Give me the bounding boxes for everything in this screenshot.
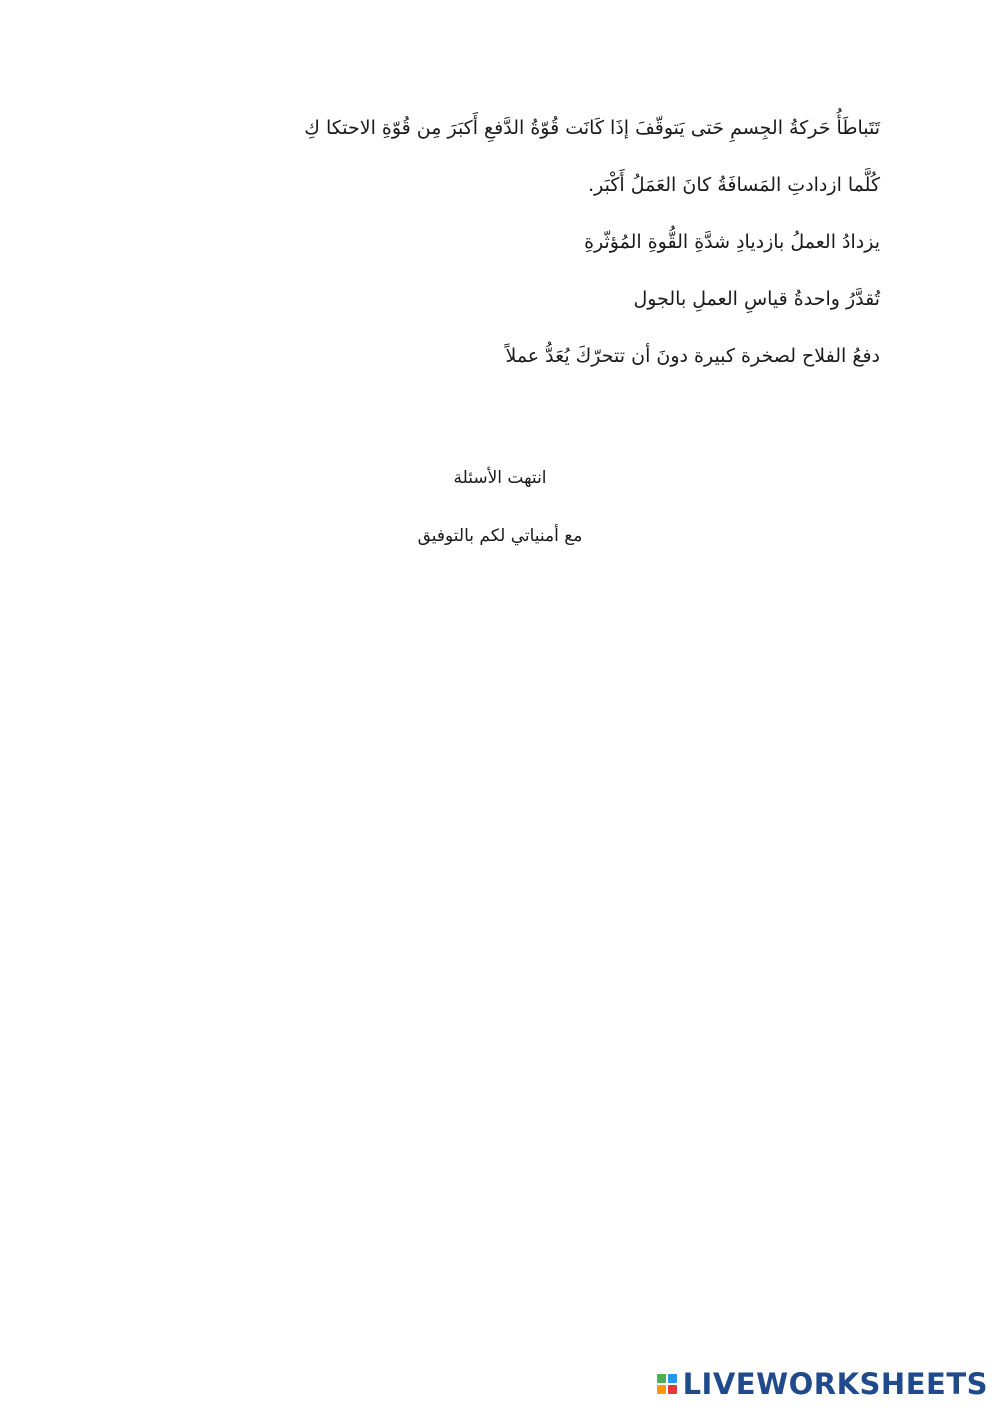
best-wishes-text: مع أمنياتي لكم بالتوفيق bbox=[417, 526, 583, 546]
statement-5: دفعُ الفلاح لصخرة كبيرة دونَ أن تتحرّكَ يُعَدُّ عملاً bbox=[505, 345, 880, 367]
liveworksheets-footer[interactable] bbox=[657, 1364, 988, 1404]
liveworksheets-logo-icon bbox=[657, 1374, 677, 1394]
statement-2: كُلَّما ازدادتِ المَسافَةُ كانَ العَمَلُ أَكْبَر. bbox=[588, 174, 880, 196]
liveworksheets-brand-text: LIVEWORKSHEETS bbox=[682, 1367, 988, 1401]
statement-4: تُقدَّرُ واحدةُ قياسِ العملِ بالجول bbox=[633, 288, 880, 310]
statements-list bbox=[260, 112, 880, 397]
statement-3: يزدادُ العملُ بازديادِ شدَّةِ القُّوةِ المُؤثّرةِ bbox=[584, 231, 880, 253]
end-of-questions-text: انتهت الأسئلة bbox=[453, 468, 547, 488]
statement-1: تَتَباطَأُ حَركةُ الجِسمِ حَتى يَتوقّفَ إذَا كَانَت قُوّةُ الدَّفعِ أَكبَرَ مِن قُوّةِ الاحتكا كِ bbox=[304, 117, 880, 139]
